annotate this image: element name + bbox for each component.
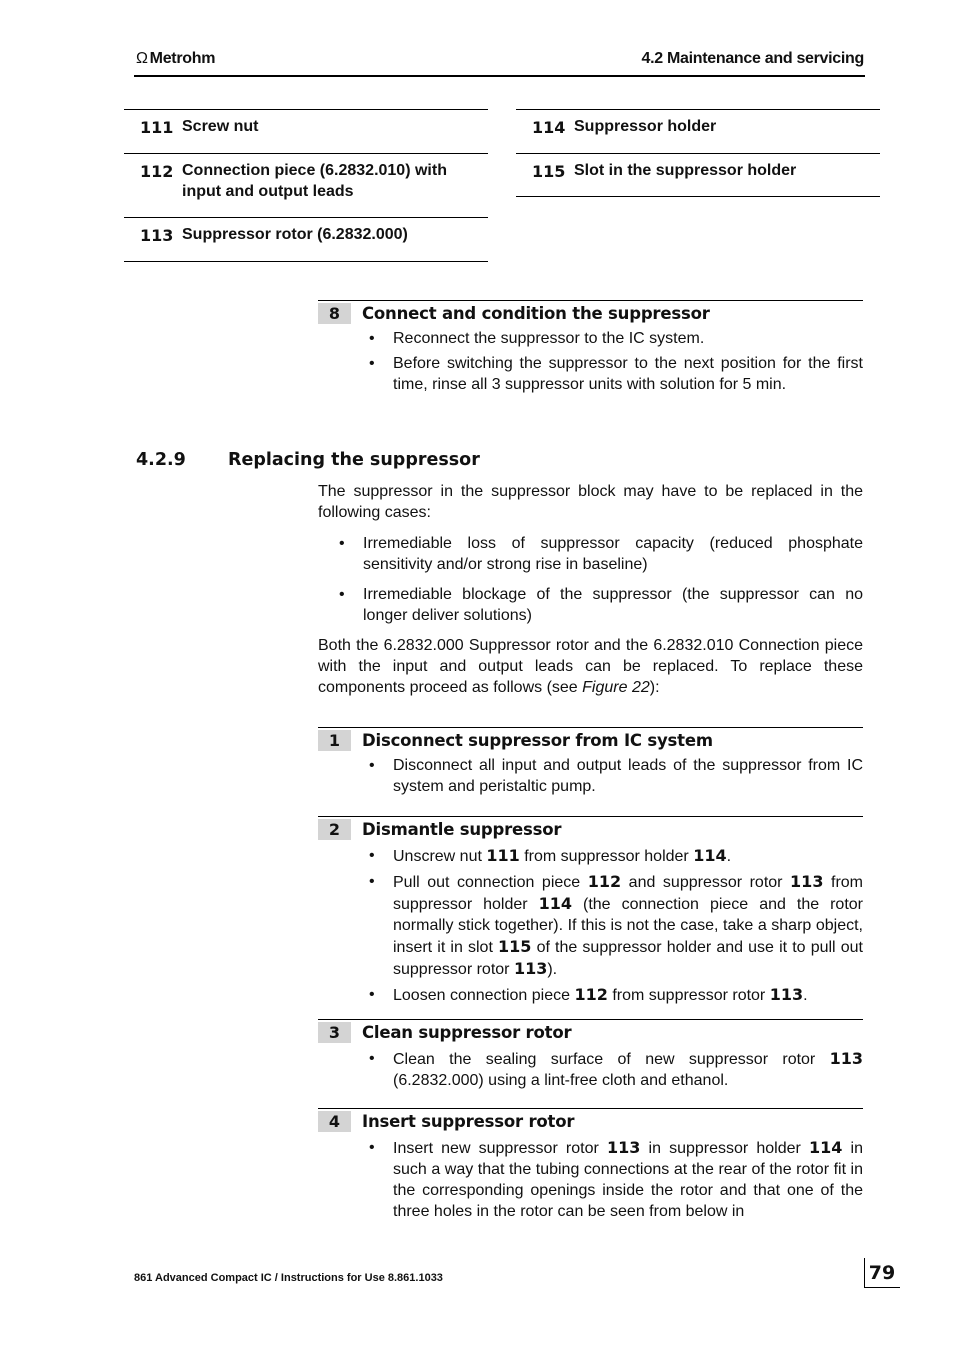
step-number: 8 bbox=[318, 303, 351, 324]
bullet-item: • Disconnect all input and output leads of the suppressor from IC system and peristaltic pump. bbox=[393, 755, 863, 797]
section-title: Replacing the suppressor bbox=[228, 450, 480, 470]
bullet-item: • Unscrew nut 111 from suppressor holder 114. bbox=[393, 845, 863, 867]
page-number: 79 bbox=[868, 1262, 896, 1284]
paragraph-text: ): bbox=[649, 679, 660, 696]
step-8-bullets bbox=[393, 328, 863, 399]
step-number: 3 bbox=[318, 1022, 351, 1043]
legend-number: 115 bbox=[532, 162, 566, 181]
step-4-header bbox=[318, 1108, 863, 1133]
legend-label: Screw nut bbox=[182, 118, 259, 135]
step-title: Disconnect suppressor from IC system bbox=[362, 731, 713, 750]
figure-reference: Figure 22 bbox=[582, 679, 650, 696]
section-number: 4.2.9 bbox=[136, 450, 186, 470]
step-4-bullets bbox=[393, 1137, 863, 1226]
step-8-header bbox=[318, 300, 863, 325]
step-3-bullets bbox=[393, 1048, 863, 1095]
bullet-item: • Pull out connection piece 112 and suppressor rotor 113 from suppressor holder 114 (the connection piece and the rotor normally stick together). If this is not the case, take a sharp object, insert it in slot 115 of the suppressor holder and use it to pull out suppressor rotor 113). bbox=[393, 871, 863, 980]
legend-label: Suppressor holder bbox=[574, 118, 717, 135]
step-1-bullets bbox=[393, 755, 863, 801]
legend-row bbox=[516, 153, 880, 197]
paragraph-text: Both the 6.2832.000 Suppressor rotor and the 6.2832.010 Connection piece with the input and output leads can be replaced. To replace these components proceed as follows (see bbox=[318, 637, 863, 696]
header-rule bbox=[134, 75, 865, 77]
step-number: 4 bbox=[318, 1111, 351, 1132]
step-title: Dismantle suppressor bbox=[362, 820, 562, 839]
legend-row bbox=[124, 153, 488, 217]
legend-right bbox=[516, 109, 880, 197]
case-list bbox=[363, 533, 863, 630]
legend-label: Connection piece (6.2832.010) with input and output leads bbox=[182, 162, 447, 200]
step-2-bullets bbox=[393, 845, 863, 1010]
legend-number: 114 bbox=[532, 118, 566, 137]
legend-number: 112 bbox=[140, 162, 174, 181]
section-paragraph bbox=[318, 635, 863, 698]
step-title: Connect and condition the suppressor bbox=[362, 304, 710, 323]
step-number: 1 bbox=[318, 730, 351, 751]
step-1-header bbox=[318, 727, 863, 752]
omega-icon: Ω bbox=[136, 50, 148, 67]
section-intro: The suppressor in the suppressor block may have to be replaced in the following cases: bbox=[318, 483, 863, 521]
footer-text: 861 Advanced Compact IC / Instructions for Use 8.861.1033 bbox=[134, 1272, 443, 1284]
legend-row bbox=[124, 109, 488, 153]
page-number-rule bbox=[864, 1287, 900, 1288]
bullet-item: • Irremediable blockage of the suppressor (the suppressor can no longer deliver solutions) bbox=[363, 584, 863, 626]
bullet-item: • Reconnect the suppressor to the IC system. bbox=[393, 328, 863, 349]
step-title: Insert suppressor rotor bbox=[362, 1112, 575, 1131]
step-2-header bbox=[318, 816, 863, 841]
bullet-item: • Before switching the suppressor to the next position for the first time, rinse all 3 suppressor units with solution for 5 min. bbox=[393, 353, 863, 395]
bullet-item: • Insert new suppressor rotor 113 in suppressor holder 114 in such a way that the tubing connections at the rear of the rotor fit in the corresponding openings inside the rotor and that one of the three holes in the rotor can be seen from below in bbox=[393, 1137, 863, 1222]
step-3-header bbox=[318, 1019, 863, 1044]
brand-logo bbox=[136, 50, 215, 68]
legend-number: 111 bbox=[140, 118, 174, 137]
legend-number: 113 bbox=[140, 226, 174, 245]
legend-row bbox=[124, 217, 488, 262]
bullet-item: • Clean the sealing surface of new suppressor rotor 113 (6.2832.000) using a lint-free cloth and ethanol. bbox=[393, 1048, 863, 1091]
bullet-item: • Loosen connection piece 112 from suppressor rotor 113. bbox=[393, 984, 863, 1006]
step-number: 2 bbox=[318, 819, 351, 840]
legend-label: Suppressor rotor (6.2832.000) bbox=[182, 226, 408, 243]
brand-name: Metrohm bbox=[149, 50, 216, 67]
legend-row bbox=[516, 109, 880, 153]
bullet-item: • Irremediable loss of suppressor capacity (reduced phosphate sensitivity and/or strong rise in baseline) bbox=[363, 533, 863, 575]
header-section-title: 4.2 Maintenance and servicing bbox=[641, 50, 864, 67]
legend-left bbox=[124, 109, 488, 262]
step-title: Clean suppressor rotor bbox=[362, 1023, 572, 1042]
legend-label: Slot in the suppressor holder bbox=[574, 162, 797, 179]
